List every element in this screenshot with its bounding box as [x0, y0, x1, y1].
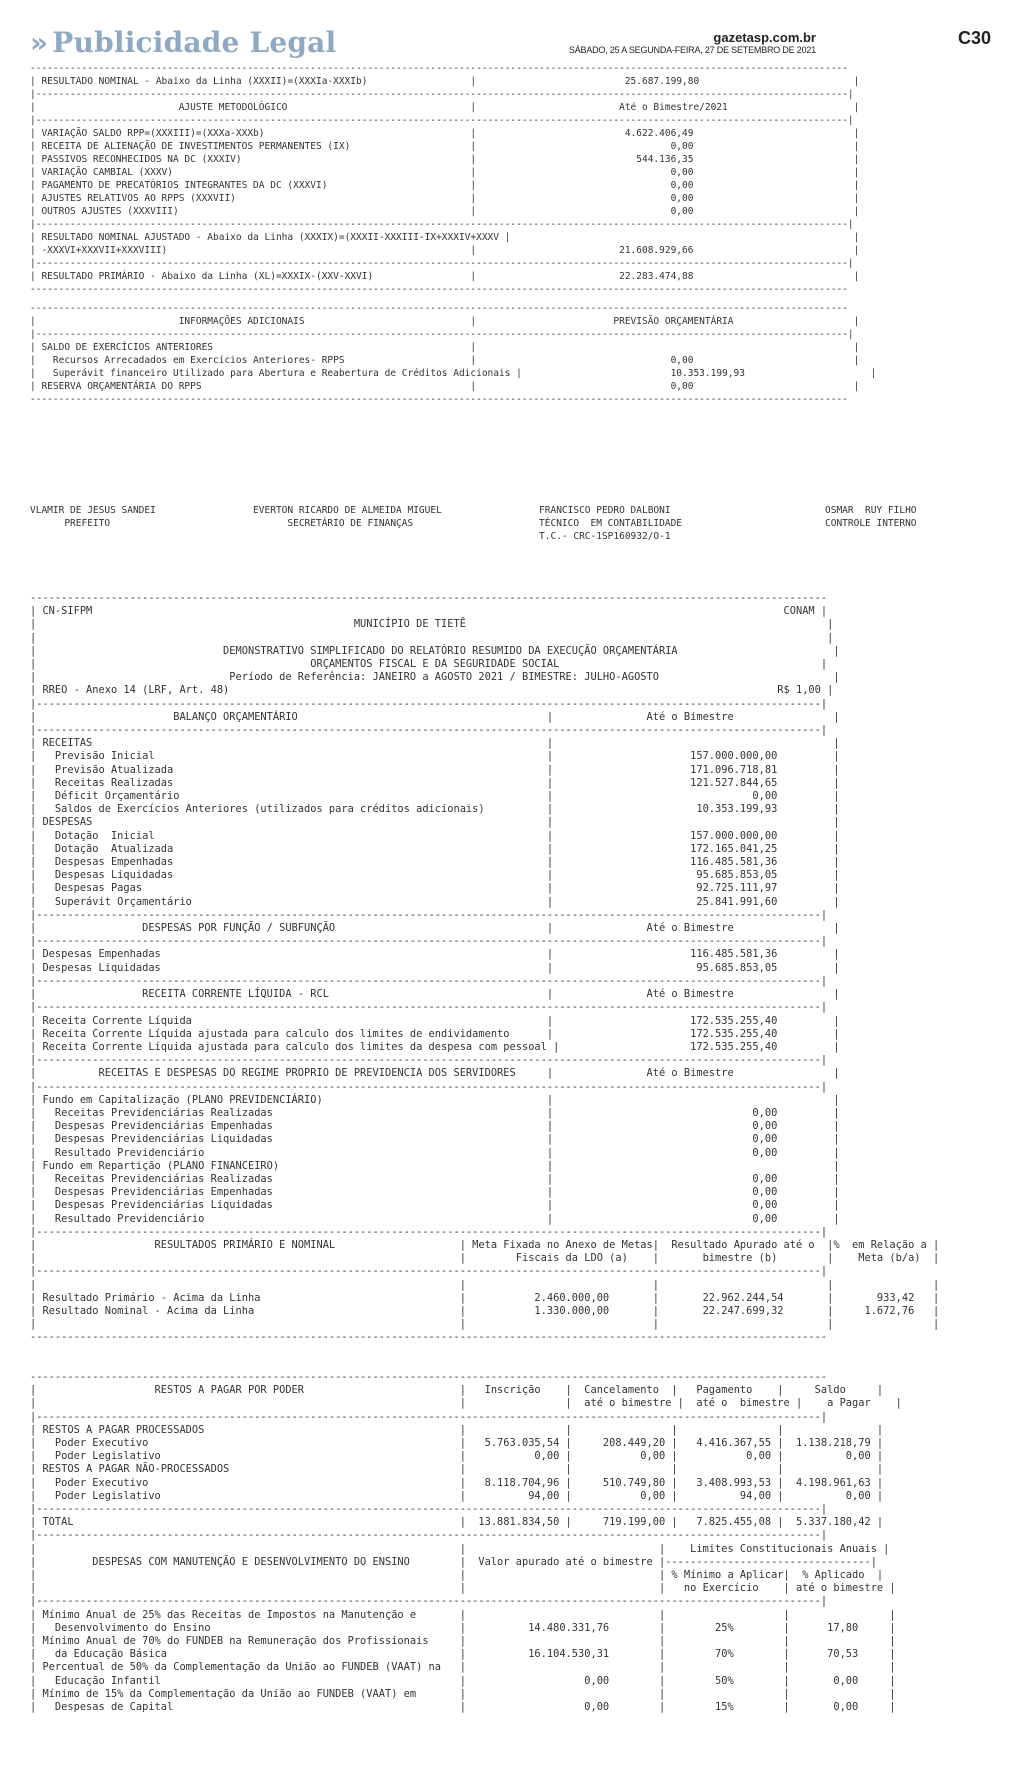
- result-adjustment-table: ----------------------------------------------------------------------------------------------------------------------------------------------- | RESULTADO NOMINAL - Abaixo da Linha (XXXII)=(XXXIa-XXXIb) | 25.687.199,80 | |----------------------------------------------------------------------------------------------------------------------------------------------| | AJUSTE METODOLÓGICO | Até o Bimestre/2021 | |----------------------------------------------------------------------------------------------------------------------------------------------| | VARIAÇÃO SALDO RPP=(XXXIII)=(XXXa-XXXb) | 4.622.406,49 | | RECEITA DE ALIENAÇÃO DE INVESTIMENTOS PERMANENTES (IX) | 0,00 | | PASSIVOS RECONHECIDOS NA DC (XXXIV) | 544.136,35 | | VARIAÇÃO CAMBIAL (XXXV) | 0,00 | | PAGAMENTO DE PRECATÓRIOS INTEGRANTES DA DC (XXXVI) | 0,00 | | AJUSTES RELATIVOS AO RPPS (XXXVII) | 0,00 | | OUTROS AJUSTES (XXXVIII) | 0,00 | |----------------------------------------------------------------------------------------------------------------------------------------------| | RESULTADO NOMINAL AJUSTADO - Abaixo da Linha (XXXIX)=(XXXII-XXXIII-IX+XXXIV+XXXV | | | -XXXVI+XXXVII+XXXVIII) | 21.608.929,66 | |----------------------------------------------------------------------------------------------------------------------------------------------| | RESULTADO PRIMÁRIO - Abaixo da Linha (XL)=XXXIX-(XXV-XXVI) | 22.283.474,88 | -----------------------------------------------------------------------------------------------------------------------------------------------: [30, 63, 860, 295]
- chevron-right-icon: »: [30, 26, 49, 59]
- logo-text: Publicidade Legal: [52, 26, 337, 59]
- additional-info-table: ----------------------------------------------------------------------------------------------------------------------------------------------- | INFORMAÇÕES ADICIONAIS | PREVISÃO ORÇAMENTÁRIA | |----------------------------------------------------------------------------------------------------------------------------------------------| | SALDO DE EXERCÍCIOS ANTERIORES | | | Recursos Arrecadados em Exercícios Anteriores- RPPS | 0,00 | | Superávit financeiro Utilizado para Abertura e Reabertura de Créditos Adicionais | 10.353.199,93 | | RESERVA ORÇAMENTÁRIA DO RPPS | 0,00 | -----------------------------------------------------------------------------------------------------------------------------------------------: [30, 303, 877, 405]
- publication-logo: [30, 26, 336, 59]
- rreo-simplified-report: -------------------------------------------------------------------------------------------------------------------------------- | CN-SIFPM CONAM | | MUNICÍPIO DE TIETÊ | | | | DEMONSTRATIVO SIMPLIFICADO DO RELATÓRIO RESUMIDO DA EXECUÇÃO ORÇAMENTÁRIA | | ORÇAMENTOS FISCAL E DA SEGURIDADE SOCIAL | | Período de Referência: JANEIRO a AGOSTO 2021 / BIMESTRE: JULHO-AGOSTO | | RREO - Anexo 14 (LRF, Art. 48) R$ 1,00 | |------------------------------------------------------------------------------------------------------------------------------| | BALANÇO ORÇAMENTÁRIO | Até o Bimestre | |------------------------------------------------------------------------------------------------------------------------------| | RECEITAS | | | Previsão Inicial | 157.000.000,00 | | Previsão Atualizada | 171.096.718,81 | | Receitas Realizadas | 121.527.844,65 | | Déficit Orçamentário | 0,00 | | Saldos de Exercícios Anteriores (utilizados para créditos adicionais) | 10.353.199,93 | | DESPESAS | | | Dotação Inicial | 157.000.000,00 | | Dotação Atualizada | 172.165.041,25 | | Despesas Empenhadas | 116.485.581,36 | | Despesas Liquidadas | 95.685.853,05 | | Despesas Pagas | 92.725.111,97 | | Superávit Orçamentário | 25.841.991,60 | |------------------------------------------------------------------------------------------------------------------------------| | DESPESAS POR FUNÇÃO / SUBFUNÇÃO | Até o Bimestre | |------------------------------------------------------------------------------------------------------------------------------| | Despesas Empenhadas | 116.485.581,36 | | Despesas Liquidadas | 95.685.853,05 | |------------------------------------------------------------------------------------------------------------------------------| | RECEITA CORRENTE LÍQUIDA - RCL | Até o Bimestre | |------------------------------------------------------------------------------------------------------------------------------| | Receita Corrente Líquida | 172.535.255,40 | | Receita Corrente Líquida ajustada para calculo dos limites de endividamento | 172.535.255,40 | | Receita Corrente Líquida ajustada para calculo dos limites da despesa com pessoal | 172.535.255,40 | |------------------------------------------------------------------------------------------------------------------------------| | RECEITAS E DESPESAS DO REGIME PROPRIO DE PREVIDENCIA DOS SERVIDORES | Até o Bimestre | |------------------------------------------------------------------------------------------------------------------------------| | Fundo em Capitalização (PLANO PREVIDENCIÁRIO) | | | Receitas Previdenciárias Realizadas | 0,00 | | Despesas Previdenciárias Empenhadas | 0,00 | | Despesas Previdenciárias Liquidadas | 0,00 | | Resultado Previdenciário | 0,00 | | Fundo em Repartição (PLANO FINANCEIRO) | | | Receitas Previdenciárias Realizadas | 0,00 | | Despesas Previdenciárias Empenhadas | 0,00 | | Despesas Previdenciárias Liquidadas | 0,00 | | Resultado Previdenciário | 0,00 | |------------------------------------------------------------------------------------------------------------------------------| | RESULTADOS PRIMÁRIO E NOMINAL | Meta Fixada no Anexo de Metas| Resultado Apurado até o |% em Relação a | | | Fiscais da LDO (a) | bimestre (b) | Meta (b/a) | |------------------------------------------------------------------------------------------------------------------------------| | | | | | | Resultado Primário - Acima da Linha | 2.460.000,00 | 22.962.244,54 | 933,42 | | Resultado Nominal - Acima da Linha | 1.330.000,00 | 22.247.699,32 | 1.672,76 | | | | | | -------------------------------------------------------------------------------------------------------------------------------- -------------------------------------------------------------------------------------------------------------------------------- | RESTOS A PAGAR POR PODER | Inscrição | Cancelamento | Pagamento | Saldo | | | | até o bimestre | até o bimestre | a Pagar | |------------------------------------------------------------------------------------------------------------------------------| | RESTOS A PAGAR PROCESSADOS | | | | | | Poder Executivo | 5.763.035,54 | 208.449,20 | 4.416.367,55 | 1.138.218,79 | | Poder Legislativo | 0,00 | 0,00 | 0,00 | 0,00 | | RESTOS A PAGAR NÃO-PROCESSADOS | | | | | | Poder Executivo | 8.118.704,96 | 510.749,80 | 3.408.993,53 | 4.198.961,63 | | Poder Legislativo | 94,00 | 0,00 | 94,00 | 0,00 | |------------------------------------------------------------------------------------------------------------------------------| | TOTAL | 13.881.834,50 | 719.199,00 | 7.825.455,08 | 5.337.180,42 | |------------------------------------------------------------------------------------------------------------------------------| | | | Limites Constitucionais Anuais | | DESPESAS COM MANUTENÇÃO E DESENVOLVIMENTO DO ENSINO | Valor apurado até o bimestre |---------------------------------| | | | % Mínimo a Aplicar| % Aplicado | | | | no Exercício | até o bimestre | |------------------------------------------------------------------------------------------------------------------------------| | Mínimo Anual de 25% das Receitas de Impostos na Manutenção e | | | | | Desenvolvimento do Ensino | 14.480.331,76 | 25% | 17,80 | | Mínimo Anual de 70% do FUNDEB na Remuneração dos Profissionais | | | | | da Educação Básica | 16.104.530,31 | 70% | 70,53 | | Percentual de 50% da Complementação da União ao FUNDEB (VAAT) na | | | | | Educação Infantil | 0,00 | 50% | 0,00 | | Mínimo de 15% da Complementação da União ao FUNDEB (VAAT) em | | | | | Despesas de Capital | 0,00 | 15% | 0,00 |: [30, 592, 940, 1714]
- site-name: gazetasp.com.br: [713, 30, 816, 45]
- issue-date: SÁBADO, 25 A SEGUNDA-FEIRA, 27 DE SETEMBRO DE 2021: [568, 45, 816, 55]
- page-header: [0, 0, 1011, 60]
- signatures-block: VLAMIR DE JESUS SANDEI EVERTON RICARDO DE ALMEIDA MIGUEL FRANCISCO PEDRO DALBONI OSMAR RUY FILHO PREFEITO SECRETÁRIO DE FINANÇAS TÉCNICO EM CONTABILIDADE CONTROLE INTERNO T.C.- CRC-1SP160932/O-1: [30, 505, 917, 542]
- page-number: C30: [958, 28, 992, 48]
